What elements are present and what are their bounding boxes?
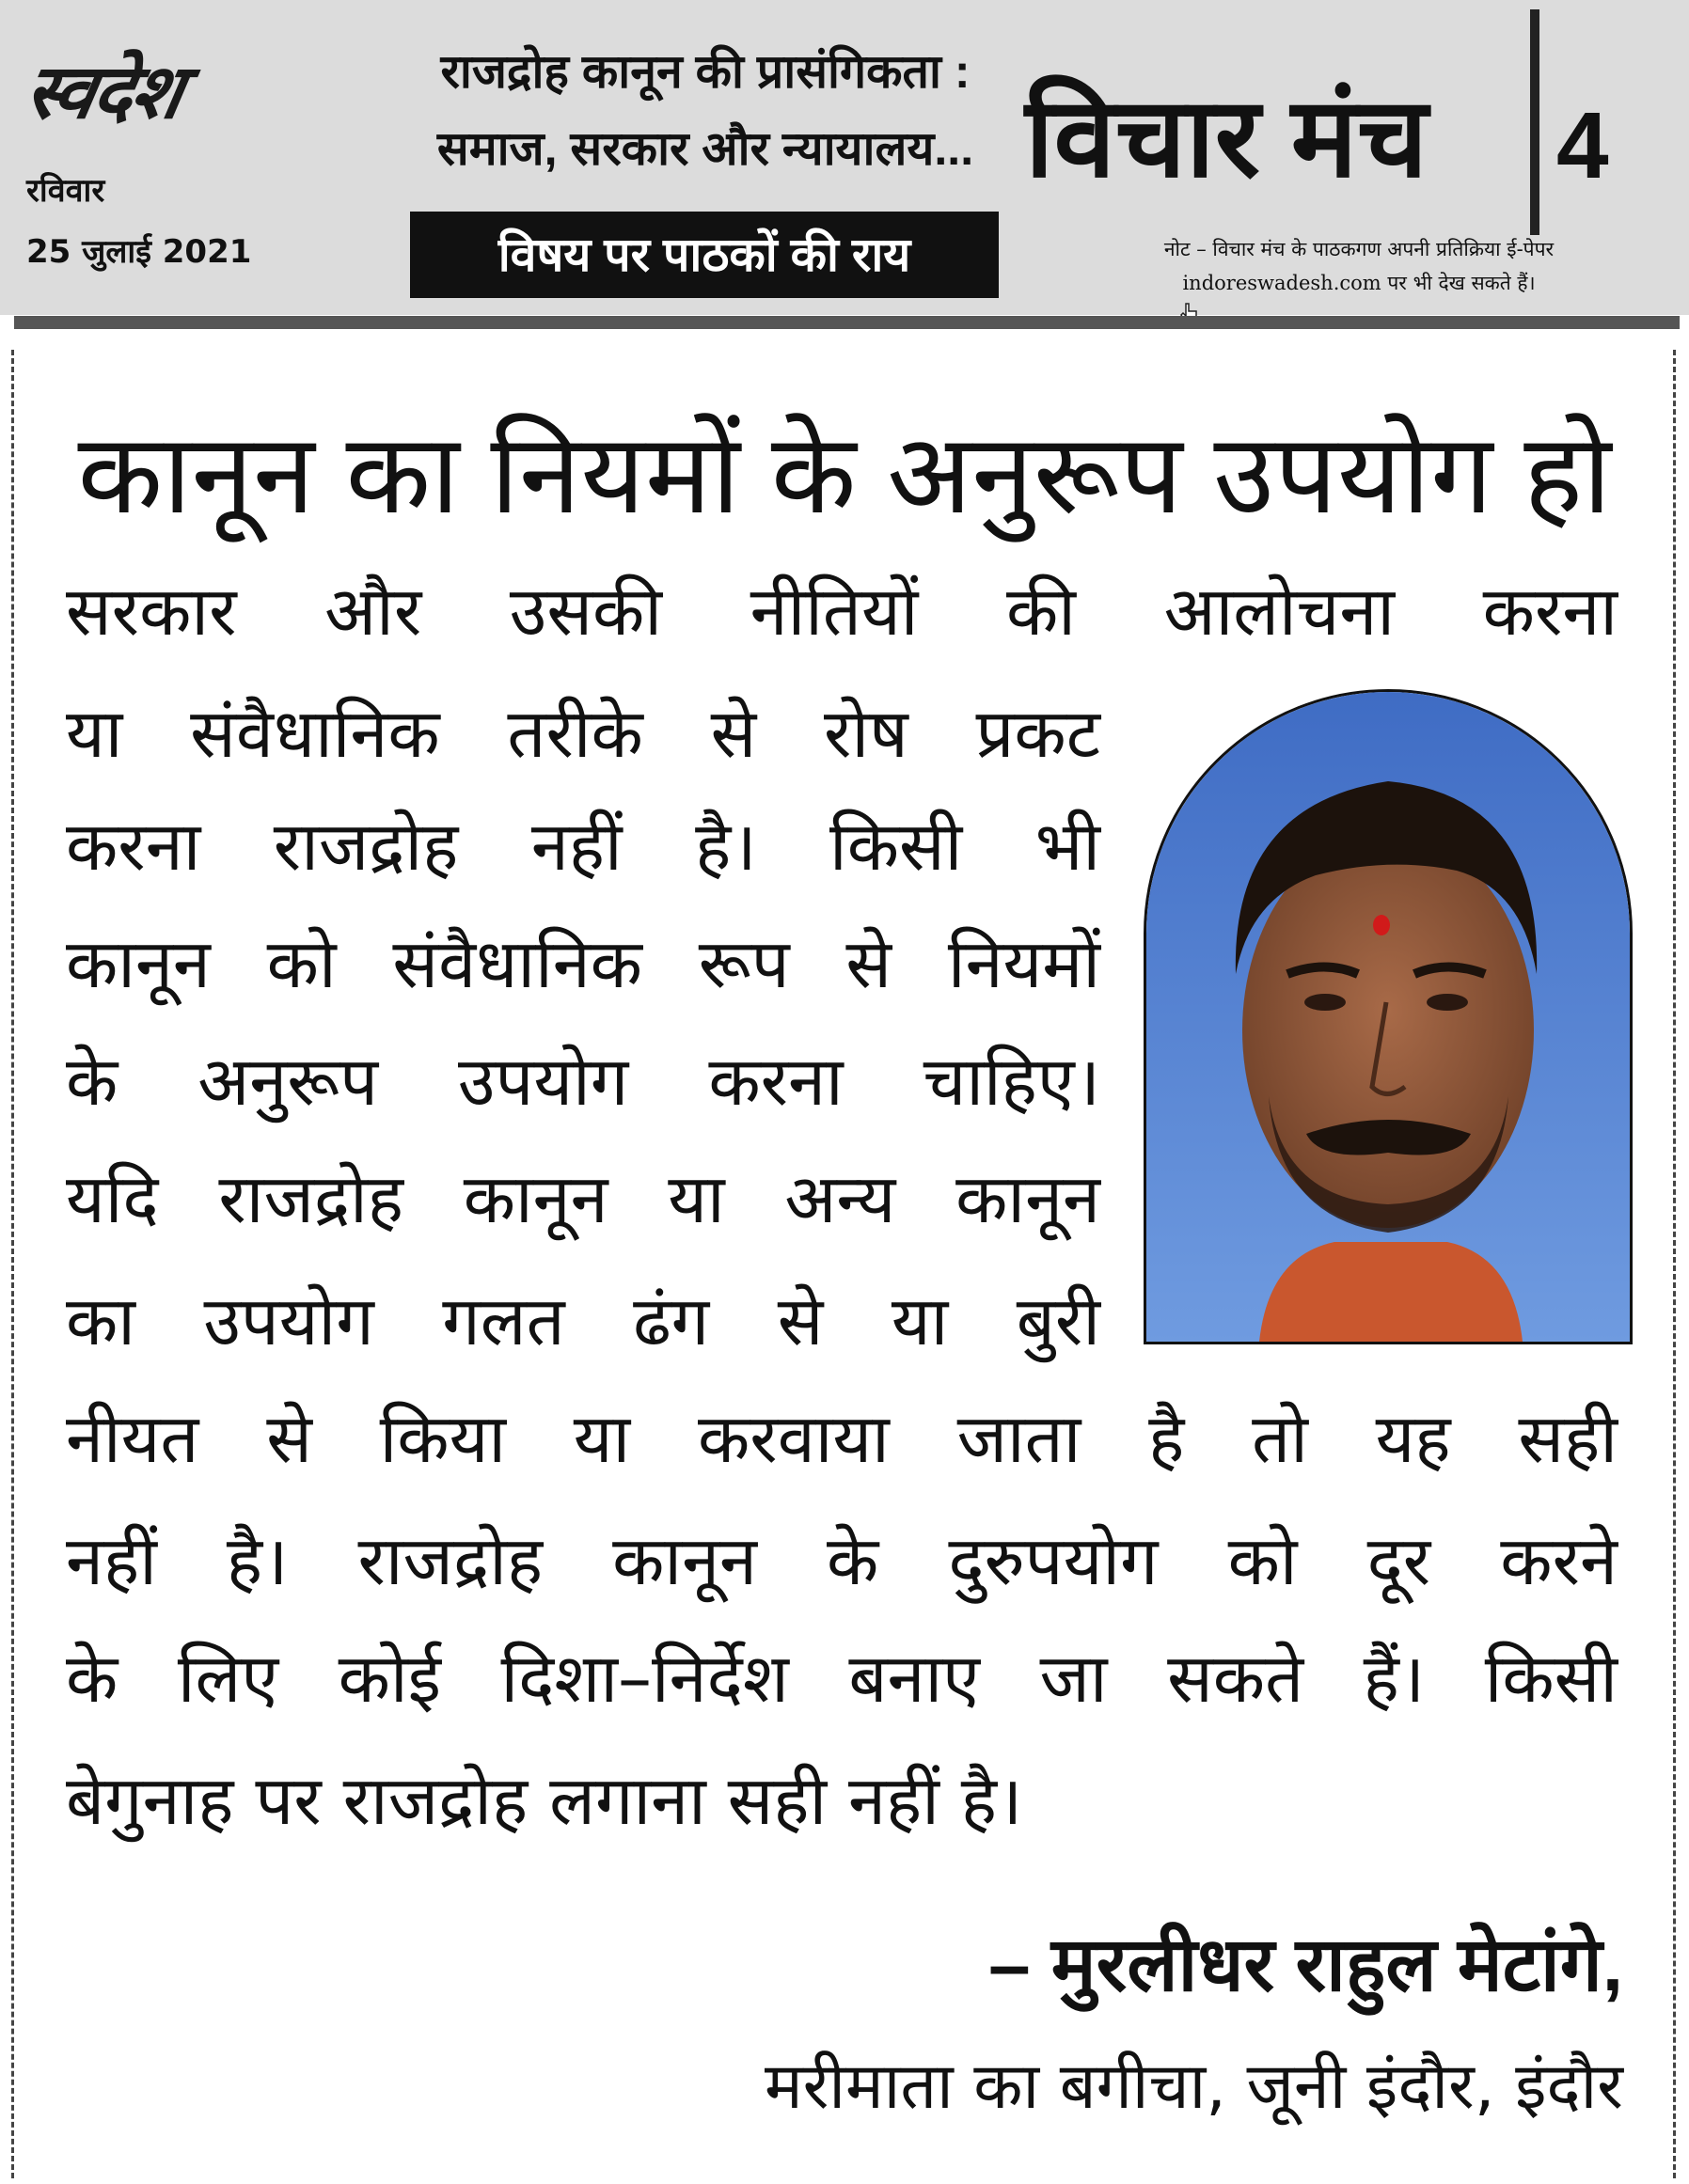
header-rule	[14, 316, 1680, 329]
note-line-1: नोट – विचार मंच के पाठकगण अपनी प्रतिक्रिया ई-पेपर	[1163, 238, 1555, 260]
article-line: सरकार और उसकी नीतियों की आलोचना करना	[66, 572, 1618, 651]
day-label: रविवार	[26, 172, 105, 210]
page-number: 4	[1556, 93, 1609, 198]
article-line: के लिए कोई दिशा–निर्देश बनाए जा सकते हैं। किसी	[66, 1639, 1618, 1718]
topic-heading	[395, 33, 1016, 187]
author-photo	[1144, 689, 1633, 1344]
article-line: के अनुरूप उपयोग करना चाहिए।	[66, 1042, 1100, 1121]
section-title: विचार मंच	[1025, 76, 1429, 200]
article-line: नीयत से किया या करवाया जाता है तो यह सही	[66, 1399, 1618, 1478]
topic-subtitle-box: विषय पर पाठकों की राय	[410, 212, 999, 298]
newspaper-logo: स्वदेश	[18, 47, 189, 135]
topic-line-2: समाज, सरकार और न्यायालय...	[436, 122, 974, 175]
topic-line-1: राजद्रोह कानून की प्रासंगिकता :	[440, 45, 971, 98]
article-line: या संवैधानिक तरीके से रोष प्रकट	[66, 694, 1100, 773]
article-line: यदि राजद्रोह कानून या अन्य कानून	[66, 1159, 1100, 1238]
article-headline: कानून का नियमों के अनुरूप उपयोग हो	[77, 413, 1612, 537]
article-line: नहीं है। राजद्रोह कानून के दुरुपयोग को दूर करने	[66, 1521, 1618, 1600]
article-line: बेगुनाह पर राजद्रोह लगाना सही नहीं है।	[66, 1761, 1023, 1840]
article-line: कानून को संवैधानिक रूप से नियमों	[66, 924, 1100, 1003]
article-line: का उपयोग गलत ढंग से या बुरी	[66, 1281, 1100, 1360]
author-address: मरीमाता का बगीचा, जूनी इंदौर, इंदौर	[764, 2050, 1623, 2124]
author-name: – मुरलीधर राहुल मेटांगे,	[988, 1923, 1623, 2006]
note-line-2[interactable]: indoreswadesh.com पर भी देख सकते हैं।	[1182, 272, 1536, 294]
date-label: 25 जुलाई 2021	[26, 233, 252, 271]
section-divider	[1530, 9, 1539, 235]
article-line: करना राजद्रोह नहीं है। किसी भी	[66, 807, 1100, 886]
author-portrait-image	[1146, 692, 1630, 1342]
epaper-note	[1096, 232, 1622, 300]
